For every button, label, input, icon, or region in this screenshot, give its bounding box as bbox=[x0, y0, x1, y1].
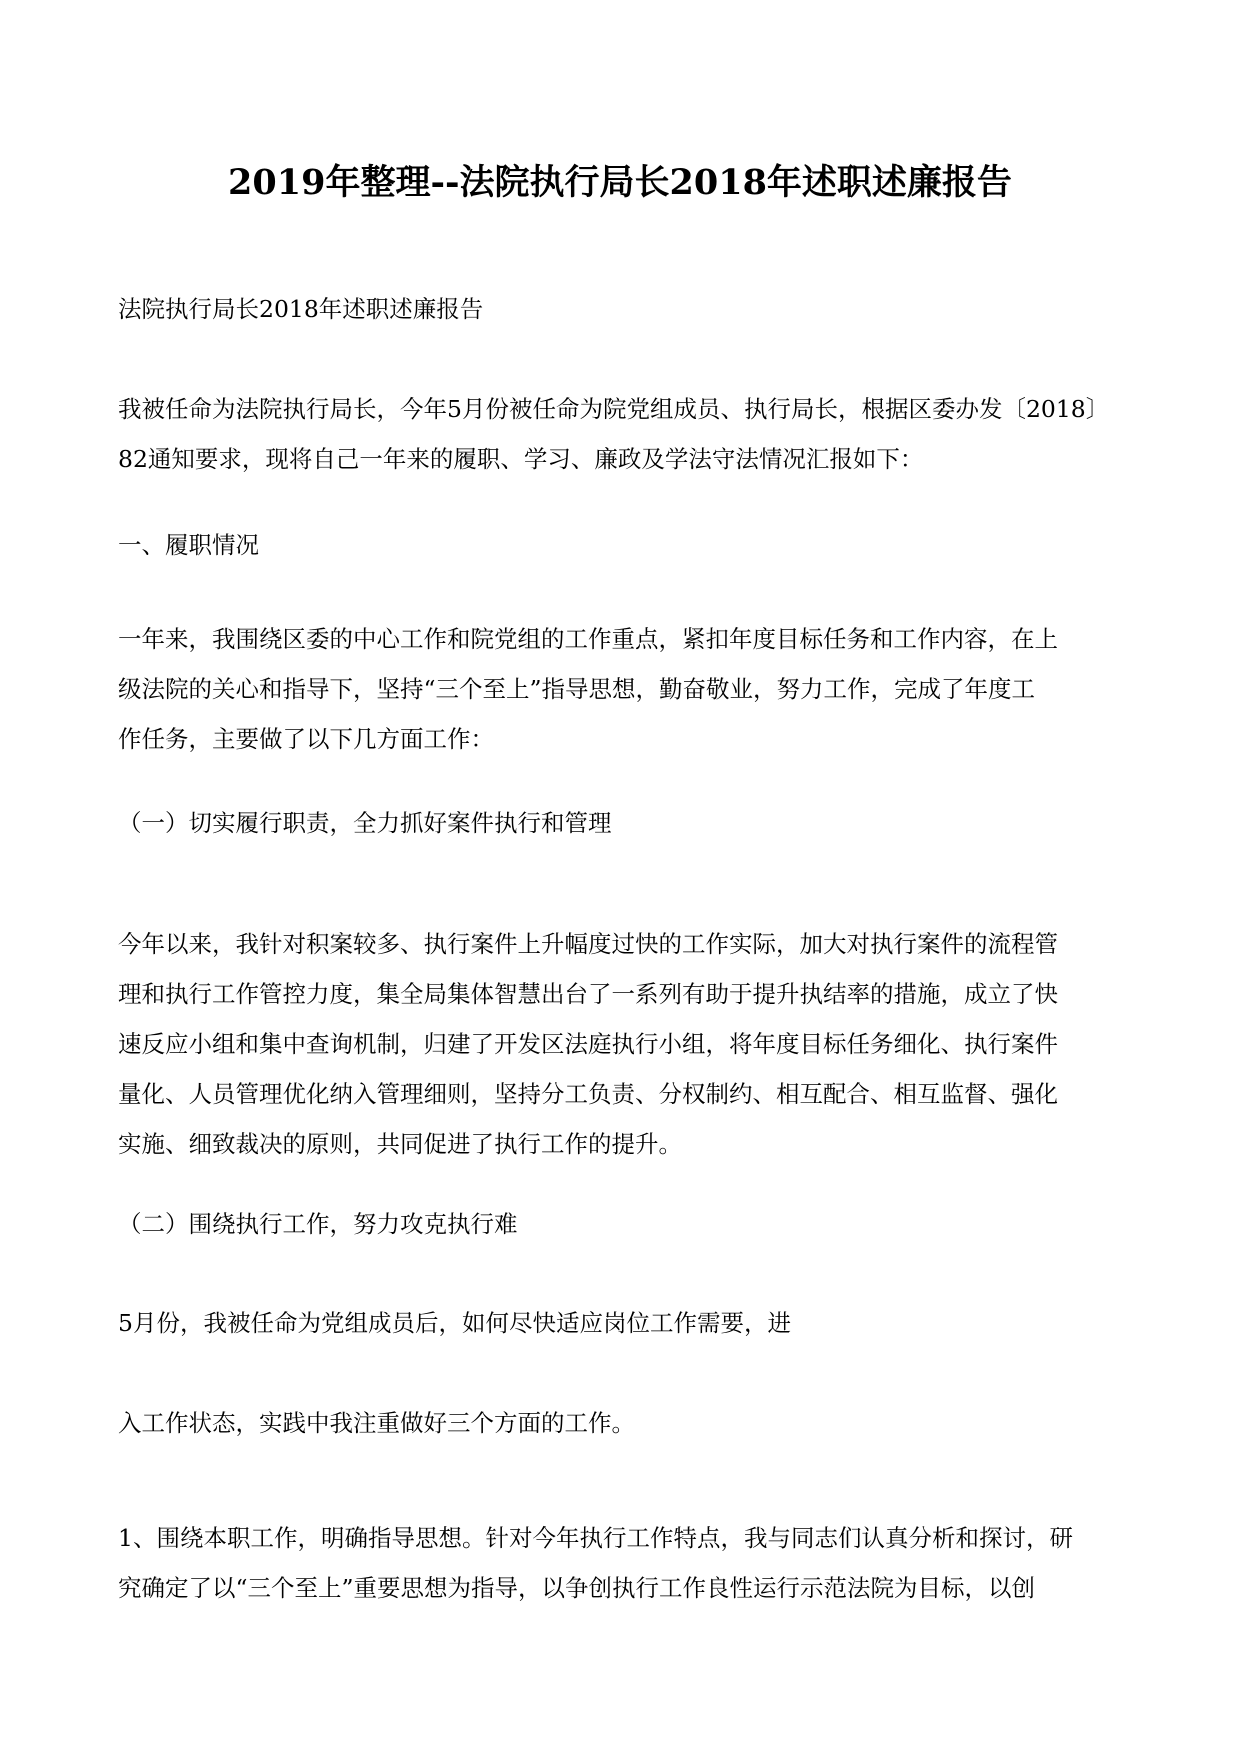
intro-line: 我被任命为法院执行局长，今年5月份被任命为院党组成员、执行局长，根据区委办发〔2018〕 bbox=[118, 395, 1110, 423]
subsection-1-line: 理和执行工作管控力度，集全局集体智慧出台了一系列有助于提升执结率的措施，成立了快 bbox=[118, 980, 1058, 1008]
subsection-1-line: 今年以来，我针对积案较多、执行案件上升幅度过快的工作实际，加大对执行案件的流程管 bbox=[118, 930, 1058, 958]
section-1-paragraph bbox=[118, 614, 1128, 764]
point-1-paragraph bbox=[118, 1513, 1128, 1613]
section-1-line: 级法院的关心和指导下，坚持“三个至上”指导思想，勤奋敬业，努力工作，完成了年度工 bbox=[118, 675, 1036, 703]
subsection-2-heading: （二）围绕执行工作，努力攻克执行难 bbox=[118, 1210, 518, 1238]
subsection-1-paragraph bbox=[118, 919, 1128, 1169]
section-1-line: 作任务，主要做了以下几方面工作： bbox=[118, 725, 494, 753]
subsection-1-line: 速反应小组和集中查询机制，归建了开发区法庭执行小组，将年度目标任务细化、执行案件 bbox=[118, 1030, 1058, 1058]
section-1-line: 一年来，我围绕区委的中心工作和院党组的工作重点，紧扣年度目标任务和工作内容，在上 bbox=[118, 625, 1058, 653]
subsection-1-line: 量化、人员管理优化纳入管理细则，坚持分工负责、分权制约、相互配合、相互监督、强化 bbox=[118, 1080, 1058, 1108]
subsection-2-line-a: 5月份，我被任命为党组成员后，如何尽快适应岗位工作需要，进 bbox=[118, 1309, 791, 1337]
point-1-line: 究确定了以“三个至上”重要思想为指导，以争创执行工作良性运行示范法院为目标，以创 bbox=[118, 1574, 1036, 1602]
intro-paragraph bbox=[118, 384, 1128, 484]
subsection-1-heading: （一）切实履行职责，全力抓好案件执行和管理 bbox=[118, 809, 612, 837]
document-title: 2019年整理--法院执行局长2018年述职述廉报告 bbox=[228, 162, 1012, 203]
subsection-2-line-b: 入工作状态，实践中我注重做好三个方面的工作。 bbox=[118, 1409, 635, 1437]
document-subtitle: 法院执行局长2018年述职述廉报告 bbox=[118, 295, 484, 323]
subsection-1-line: 实施、细致裁决的原则，共同促进了执行工作的提升。 bbox=[118, 1130, 682, 1158]
intro-line: 82通知要求，现将自己一年来的履职、学习、廉政及学法守法情况汇报如下： bbox=[118, 445, 924, 473]
point-1-line: 1、围绕本职工作，明确指导思想。针对今年执行工作特点，我与同志们认真分析和探讨，研 bbox=[118, 1524, 1073, 1552]
section-1-heading: 一、履职情况 bbox=[118, 531, 259, 559]
